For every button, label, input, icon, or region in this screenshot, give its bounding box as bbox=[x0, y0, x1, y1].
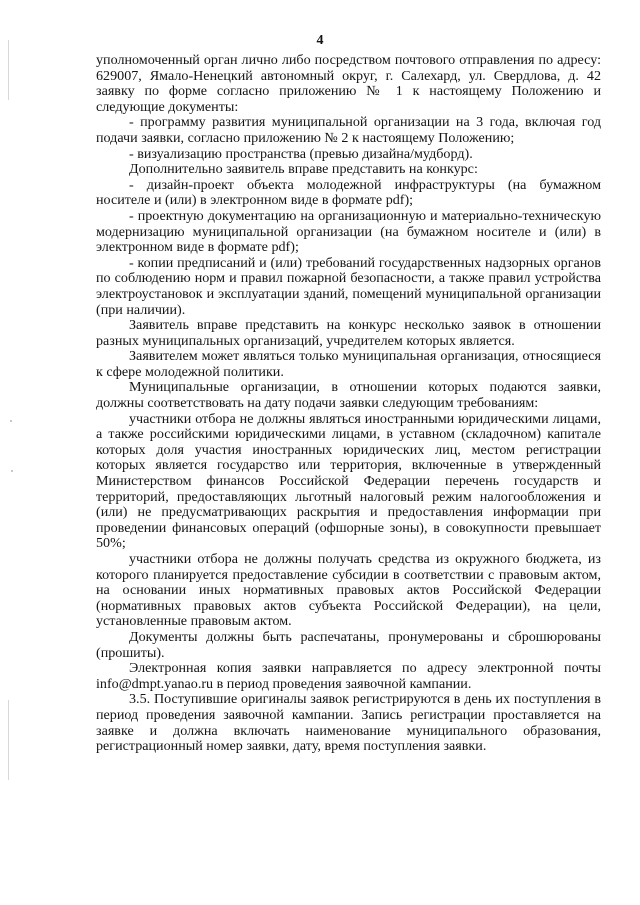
paragraph: участники отбора не должны являться иностранными юридическими лицами, а также российскими юридическими лицами, в уставном (складочном) капитале которых доля участия иностранных юридических лиц, местом регистрации которых является государство или территория, включенные в утвержденный Министерством финансов Российской Федерации перечень государств и территорий, предоставляющих льготный налоговый режим налогообложения и (или) не предусматривающих раскрытия и предоставления информации при проведении финансовых операций (офшорные зоны), в совокупности превышает 50%; bbox=[96, 410, 601, 552]
scan-dot bbox=[10, 420, 12, 422]
scan-edge-line bbox=[8, 700, 9, 780]
paragraph: участники отбора не должны получать средства из окружного бюджета, из которого планируется предоставление субсидии в соответствии с правовым актом, на основании иных нормативных правовых актов Российской Федерации (нормативных правовых актов субъекта Российской Федерации), на цели, установленные правовым актом. bbox=[96, 551, 601, 630]
paragraph: Документы должны быть распечатаны, пронумерованы и сброшюрованы (прошиты). bbox=[96, 628, 601, 661]
paragraph: Заявитель вправе представить на конкурс несколько заявок в отношении разных муниципальных организаций, учредителем которых является. bbox=[96, 317, 601, 349]
paragraph: - проектную документацию на организационную и материально-техническую модернизацию муниципальной организации (на бумажном носителе и (или) в электронном виде в формате pdf); bbox=[96, 207, 601, 256]
paragraph: - дизайн-проект объекта молодежной инфраструктуры (на бумажном носителе и (или) в электронном виде в формате pdf); bbox=[96, 176, 601, 209]
paragraph: Муниципальные организации, в отношении которых подаются заявки, должны соответствовать на дату подачи заявки следующим требованиям: bbox=[96, 379, 601, 412]
paragraph: - программу развития муниципальной организации на 3 года, включая год подачи заявки, согласно приложению № 2 к настоящему Положению; bbox=[96, 114, 601, 146]
paragraph: уполномоченный орган лично либо посредством почтового отправления по адресу: 629007, Ямало-Ненецкий автономный округ, г. Салехард, ул. Свердлова, д. 42 заявку по форме согласно приложению № 1 к настоящему Положению и следующие документы: bbox=[96, 52, 601, 115]
paragraph: - копии предписаний и (или) требований государственных надзорных органов по соблюдению норм и правил пожарной безопасности, а также правил устройства электроустановок и эксплуатации зданий, помещений муниципальной организации (при наличии). bbox=[96, 254, 601, 318]
paragraph: 3.5. Поступившие оригиналы заявок регистрируются в день их поступления в период проведения заявочной кампании. Запись регистрации проставляется на заявке и должна включать наименование муниципального образования, регистрационный номер заявки, дату, время поступления заявки. bbox=[96, 691, 601, 755]
paragraph: Электронная копия заявки направляется по адресу электронной почты info@dmpt.yanao.ru в период проведения заявочной кампании. bbox=[96, 660, 601, 692]
scan-dot bbox=[11, 470, 13, 472]
scan-edge-line bbox=[8, 40, 9, 100]
document-body bbox=[96, 53, 601, 755]
paragraph: - визуализацию пространства (превью дизайна/мудборд). bbox=[129, 145, 473, 162]
paragraph: Заявителем может являться только муниципальная организация, относящиеся к сфере молодежной политики. bbox=[96, 348, 601, 380]
page-number: 4 bbox=[316, 33, 324, 48]
paragraph: Дополнительно заявитель вправе представить на конкурс: bbox=[129, 161, 478, 178]
